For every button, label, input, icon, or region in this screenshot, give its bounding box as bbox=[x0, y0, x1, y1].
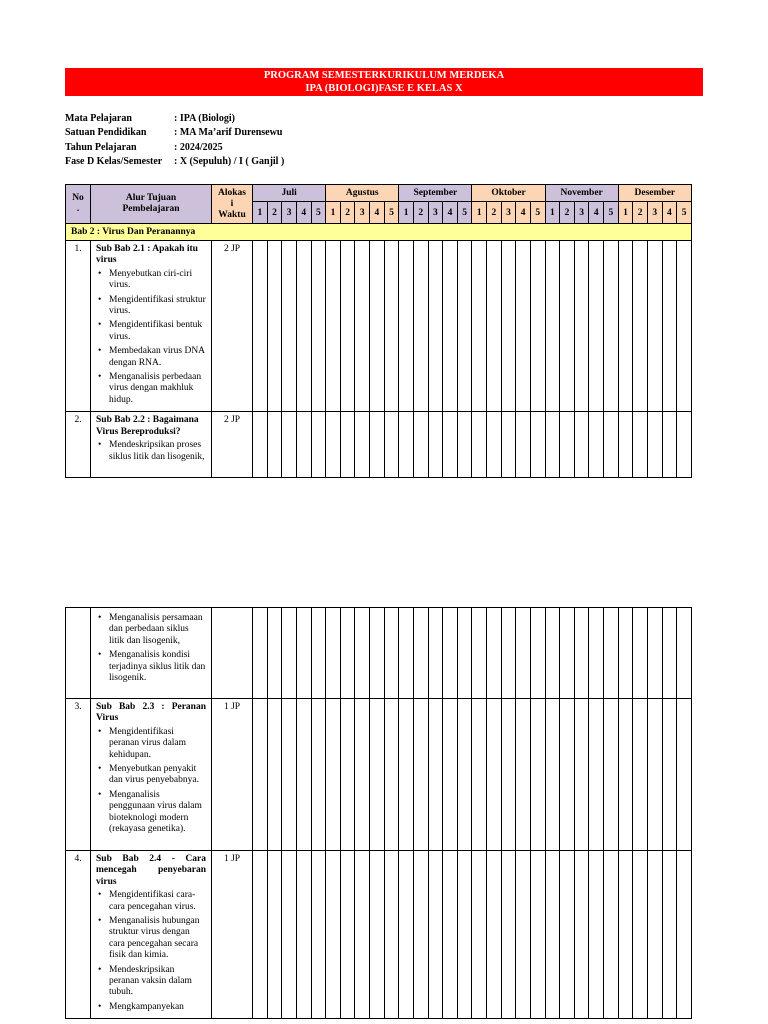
week-cell bbox=[516, 699, 531, 851]
week-cell bbox=[267, 851, 282, 1019]
week-cell bbox=[487, 851, 502, 1019]
week-cell bbox=[545, 699, 560, 851]
meta-row bbox=[65, 126, 284, 140]
week-cell bbox=[282, 241, 297, 412]
week-cell bbox=[311, 241, 326, 412]
week-cell bbox=[443, 608, 458, 699]
meta-value: : X (Sepuluh) / I ( Ganjil ) bbox=[174, 155, 285, 167]
week-cell bbox=[282, 851, 297, 1019]
week-cell bbox=[340, 241, 355, 412]
document-title-bar bbox=[65, 68, 703, 96]
week-header: 1 bbox=[326, 202, 341, 224]
sub-bab-title: Sub Bab 2.4 - Cara mencegah penyebaran virus bbox=[96, 854, 206, 887]
week-header: 1 bbox=[253, 202, 268, 224]
week-cell bbox=[311, 412, 326, 478]
week-header: 1 bbox=[618, 202, 633, 224]
week-cell bbox=[604, 851, 619, 1019]
week-cell bbox=[633, 851, 648, 1019]
week-cell bbox=[677, 412, 692, 478]
week-cell bbox=[384, 851, 399, 1019]
week-cell bbox=[647, 608, 662, 699]
week-cell bbox=[560, 241, 575, 412]
week-cell bbox=[633, 699, 648, 851]
week-cell bbox=[560, 699, 575, 851]
week-cell bbox=[647, 699, 662, 851]
row-number bbox=[66, 608, 91, 699]
week-header: 3 bbox=[501, 202, 516, 224]
week-header: 2 bbox=[413, 202, 428, 224]
week-cell bbox=[545, 608, 560, 699]
week-cell bbox=[677, 608, 692, 699]
week-cell bbox=[501, 412, 516, 478]
meta-info bbox=[65, 112, 284, 169]
week-cell bbox=[326, 412, 341, 478]
week-cell bbox=[472, 851, 487, 1019]
week-cell bbox=[501, 608, 516, 699]
header-alokasi bbox=[212, 185, 253, 224]
week-cell bbox=[604, 241, 619, 412]
week-cell bbox=[604, 608, 619, 699]
row-number: 4. bbox=[66, 851, 91, 1019]
header-no bbox=[66, 185, 91, 224]
week-cell bbox=[589, 699, 604, 851]
objective-list bbox=[96, 440, 206, 463]
week-header: 4 bbox=[589, 202, 604, 224]
week-cell bbox=[677, 241, 692, 412]
week-header: 4 bbox=[296, 202, 311, 224]
week-cell bbox=[560, 851, 575, 1019]
week-cell bbox=[516, 608, 531, 699]
week-cell bbox=[574, 241, 589, 412]
objective-item: • Menyebutkan penyakit dan virus penyebabnya. bbox=[96, 764, 206, 787]
month-header: September bbox=[399, 185, 472, 202]
schedule-table-page2 bbox=[65, 607, 692, 1019]
time-allocation bbox=[212, 608, 253, 699]
objective-item: • Mengidentifikasi peranan virus dalam kehidupan. bbox=[96, 727, 206, 761]
week-cell bbox=[253, 241, 268, 412]
week-cell bbox=[399, 241, 414, 412]
meta-row bbox=[65, 155, 284, 169]
week-cell bbox=[296, 699, 311, 851]
objective-item: • Mengidentifikasi struktur virus. bbox=[96, 295, 206, 318]
week-cell bbox=[647, 851, 662, 1019]
week-cell bbox=[311, 699, 326, 851]
objective-item: • Menganalisis persamaan dan perbedaan siklus litik dan lisogenik, bbox=[96, 613, 206, 647]
week-cell bbox=[253, 699, 268, 851]
week-cell bbox=[662, 241, 677, 412]
month-header: Agustus bbox=[326, 185, 399, 202]
week-cell bbox=[647, 241, 662, 412]
week-cell bbox=[574, 851, 589, 1019]
objective-item: • Mengidentifikasi bentuk virus. bbox=[96, 320, 206, 343]
week-header: 2 bbox=[487, 202, 502, 224]
week-header: 5 bbox=[530, 202, 545, 224]
objective-item: • Menganalisis perbedaan virus dengan makhluk hidup. bbox=[96, 372, 206, 406]
week-cell bbox=[589, 608, 604, 699]
week-header: 5 bbox=[384, 202, 399, 224]
header-no-line2: . bbox=[76, 204, 80, 214]
week-cell bbox=[662, 699, 677, 851]
week-cell bbox=[267, 241, 282, 412]
row-number: 3. bbox=[66, 699, 91, 851]
week-cell bbox=[399, 699, 414, 851]
week-cell bbox=[326, 699, 341, 851]
week-cell bbox=[443, 851, 458, 1019]
week-cell bbox=[296, 608, 311, 699]
objective-item: • Menyebutkan ciri-ciri virus. bbox=[96, 269, 206, 292]
week-cell bbox=[633, 241, 648, 412]
week-cell bbox=[399, 412, 414, 478]
schedule-table-page1 bbox=[65, 184, 692, 478]
week-cell bbox=[457, 851, 472, 1019]
learning-objective-cell bbox=[91, 699, 212, 851]
week-cell bbox=[443, 241, 458, 412]
week-cell bbox=[574, 608, 589, 699]
learning-objective-cell bbox=[91, 241, 212, 412]
week-cell bbox=[355, 608, 370, 699]
week-cell bbox=[530, 699, 545, 851]
week-cell bbox=[472, 699, 487, 851]
week-cell bbox=[472, 412, 487, 478]
week-cell bbox=[326, 851, 341, 1019]
week-cell bbox=[428, 241, 443, 412]
week-header: 4 bbox=[662, 202, 677, 224]
week-cell bbox=[311, 851, 326, 1019]
week-cell bbox=[326, 241, 341, 412]
month-header: Desember bbox=[618, 185, 691, 202]
objective-list bbox=[96, 269, 206, 406]
week-cell bbox=[370, 851, 385, 1019]
week-header: 3 bbox=[647, 202, 662, 224]
week-cell bbox=[340, 851, 355, 1019]
week-cell bbox=[530, 608, 545, 699]
week-cell bbox=[457, 241, 472, 412]
week-cell bbox=[443, 412, 458, 478]
week-cell bbox=[530, 412, 545, 478]
week-cell bbox=[443, 699, 458, 851]
week-cell bbox=[355, 699, 370, 851]
sub-bab-title: Sub Bab 2.3 : Peranan Virus bbox=[96, 702, 206, 724]
week-cell bbox=[399, 608, 414, 699]
week-cell bbox=[662, 608, 677, 699]
meta-label: Tahun Pelajaran bbox=[65, 141, 137, 153]
week-header: 4 bbox=[516, 202, 531, 224]
week-header: 2 bbox=[267, 202, 282, 224]
header-alur bbox=[91, 185, 212, 224]
week-cell bbox=[296, 851, 311, 1019]
month-header: November bbox=[545, 185, 618, 202]
week-cell bbox=[282, 699, 297, 851]
week-cell bbox=[545, 851, 560, 1019]
week-header: 5 bbox=[677, 202, 692, 224]
objective-item: • Mendeskripsikan proses siklus litik dan lisogenik, bbox=[96, 440, 206, 463]
table-row bbox=[66, 412, 692, 478]
week-cell bbox=[501, 241, 516, 412]
week-cell bbox=[589, 412, 604, 478]
week-cell bbox=[413, 241, 428, 412]
month-header: Juli bbox=[253, 185, 326, 202]
week-cell bbox=[574, 699, 589, 851]
week-header: 1 bbox=[472, 202, 487, 224]
week-cell bbox=[530, 241, 545, 412]
objective-item: • Membedakan virus DNA dengan RNA. bbox=[96, 346, 206, 369]
week-cell bbox=[355, 412, 370, 478]
week-header: 5 bbox=[457, 202, 472, 224]
week-cell bbox=[384, 608, 399, 699]
week-header: 2 bbox=[340, 202, 355, 224]
time-allocation: 1 JP bbox=[212, 699, 253, 851]
week-cell bbox=[662, 412, 677, 478]
week-header: 4 bbox=[443, 202, 458, 224]
week-cell bbox=[530, 851, 545, 1019]
week-header: 3 bbox=[428, 202, 443, 224]
header-no-line1: No bbox=[72, 193, 84, 203]
chapter-title: Bab 2 : Virus Dan Peranannya bbox=[66, 224, 692, 241]
week-cell bbox=[413, 699, 428, 851]
time-allocation: 1 JP bbox=[212, 851, 253, 1019]
week-cell bbox=[267, 608, 282, 699]
table-row bbox=[66, 608, 692, 699]
week-cell bbox=[677, 699, 692, 851]
week-cell bbox=[384, 699, 399, 851]
week-cell bbox=[282, 608, 297, 699]
objective-list bbox=[96, 613, 206, 684]
week-cell bbox=[487, 699, 502, 851]
meta-value: : 2024/2025 bbox=[174, 141, 223, 153]
header-alokasi-line1: Alokas bbox=[218, 187, 246, 198]
week-cell bbox=[296, 412, 311, 478]
week-cell bbox=[399, 851, 414, 1019]
learning-objective-cell bbox=[91, 608, 212, 699]
week-cell bbox=[516, 412, 531, 478]
week-cell bbox=[618, 851, 633, 1019]
week-header: 3 bbox=[355, 202, 370, 224]
week-header: 5 bbox=[604, 202, 619, 224]
week-cell bbox=[618, 699, 633, 851]
week-cell bbox=[487, 241, 502, 412]
week-header: 1 bbox=[545, 202, 560, 224]
week-cell bbox=[501, 851, 516, 1019]
week-header: 3 bbox=[574, 202, 589, 224]
week-cell bbox=[413, 608, 428, 699]
week-cell bbox=[355, 241, 370, 412]
meta-row bbox=[65, 112, 284, 126]
week-cell bbox=[370, 608, 385, 699]
week-header: 2 bbox=[560, 202, 575, 224]
week-cell bbox=[370, 241, 385, 412]
week-cell bbox=[604, 699, 619, 851]
week-cell bbox=[501, 699, 516, 851]
table-row bbox=[66, 699, 692, 851]
week-cell bbox=[618, 412, 633, 478]
learning-objective-cell bbox=[91, 851, 212, 1019]
week-cell bbox=[457, 699, 472, 851]
week-cell bbox=[545, 241, 560, 412]
week-cell bbox=[253, 851, 268, 1019]
week-cell bbox=[516, 851, 531, 1019]
header-row-months bbox=[66, 185, 692, 202]
table-row bbox=[66, 851, 692, 1019]
week-cell bbox=[370, 699, 385, 851]
week-cell bbox=[589, 851, 604, 1019]
week-cell bbox=[370, 412, 385, 478]
week-cell bbox=[516, 241, 531, 412]
week-cell bbox=[487, 608, 502, 699]
objective-item: • Mendeskripsikan peranan vaksin dalam tubuh. bbox=[96, 965, 206, 999]
time-allocation: 2 JP bbox=[212, 241, 253, 412]
week-cell bbox=[662, 851, 677, 1019]
week-cell bbox=[282, 412, 297, 478]
week-cell bbox=[340, 608, 355, 699]
week-cell bbox=[560, 608, 575, 699]
week-header: 5 bbox=[311, 202, 326, 224]
week-cell bbox=[457, 608, 472, 699]
week-cell bbox=[253, 412, 268, 478]
objective-item: • Menganalisis hubungan struktur virus dengan cara pencegahan secara fisik dan kimia. bbox=[96, 916, 206, 962]
week-cell bbox=[545, 412, 560, 478]
week-cell bbox=[428, 851, 443, 1019]
week-cell bbox=[574, 412, 589, 478]
header-alokasi-line3: Waktu bbox=[218, 209, 246, 220]
week-cell bbox=[340, 412, 355, 478]
week-cell bbox=[267, 699, 282, 851]
week-cell bbox=[326, 608, 341, 699]
week-header: 1 bbox=[399, 202, 414, 224]
week-cell bbox=[384, 241, 399, 412]
objective-item: • Mengkampanyekan bbox=[96, 1002, 206, 1013]
week-cell bbox=[589, 241, 604, 412]
week-cell bbox=[560, 412, 575, 478]
week-cell bbox=[487, 412, 502, 478]
week-cell bbox=[340, 699, 355, 851]
header-alokasi-line2: i bbox=[230, 198, 234, 209]
objective-list bbox=[96, 890, 206, 1013]
meta-label: Satuan Pendidikan bbox=[65, 127, 147, 139]
week-header: 4 bbox=[370, 202, 385, 224]
meta-label: Mata Pelajaran bbox=[65, 113, 132, 124]
week-cell bbox=[633, 412, 648, 478]
week-cell bbox=[618, 608, 633, 699]
time-allocation: 2 JP bbox=[212, 412, 253, 478]
week-cell bbox=[618, 241, 633, 412]
week-cell bbox=[428, 608, 443, 699]
week-cell bbox=[677, 851, 692, 1019]
week-cell bbox=[413, 851, 428, 1019]
week-cell bbox=[311, 608, 326, 699]
week-cell bbox=[296, 241, 311, 412]
sub-bab-title: Sub Bab 2.2 : Bagaimana Virus Bereproduksi? bbox=[96, 415, 199, 437]
header-alur-line2: Pembelajaran bbox=[122, 204, 180, 214]
week-cell bbox=[384, 412, 399, 478]
sub-bab-title: Sub Bab 2.1 : Apakah itu virus bbox=[96, 244, 198, 266]
week-cell bbox=[457, 412, 472, 478]
meta-value: : MA Ma’arif Durensewu bbox=[174, 127, 283, 139]
week-cell bbox=[472, 608, 487, 699]
week-cell bbox=[647, 412, 662, 478]
week-cell bbox=[633, 608, 648, 699]
week-cell bbox=[253, 608, 268, 699]
month-header: Oktober bbox=[472, 185, 545, 202]
table-row bbox=[66, 241, 692, 412]
week-cell bbox=[413, 412, 428, 478]
objective-item: • Menganalisis kondisi terjadinya siklus litik dan lisogenik. bbox=[96, 650, 206, 684]
document-title-line2: IPA (BIOLOGI)FASE E KELAS X bbox=[305, 83, 463, 94]
chapter-row bbox=[66, 224, 692, 241]
document-title-line1: PROGRAM SEMESTERKURIKULUM MERDEKA bbox=[263, 70, 505, 81]
week-cell bbox=[355, 851, 370, 1019]
week-cell bbox=[428, 699, 443, 851]
row-number: 2. bbox=[66, 412, 91, 478]
week-header: 2 bbox=[633, 202, 648, 224]
week-cell bbox=[604, 412, 619, 478]
objective-list bbox=[96, 727, 206, 836]
week-cell bbox=[472, 241, 487, 412]
meta-value: : IPA (Biologi) bbox=[174, 113, 235, 124]
week-cell bbox=[267, 412, 282, 478]
row-number: 1. bbox=[66, 241, 91, 412]
objective-item: • Menganalisis penggunaan virus dalam bioteknologi modern (rekayasa genetika). bbox=[96, 790, 206, 836]
meta-row bbox=[65, 141, 284, 155]
week-header: 3 bbox=[282, 202, 297, 224]
header-alur-line1: Alur Tujuan bbox=[125, 193, 177, 203]
meta-label: Fase D Kelas/Semester bbox=[65, 155, 163, 167]
week-cell bbox=[428, 412, 443, 478]
learning-objective-cell bbox=[91, 412, 212, 478]
objective-item: • Mengidentifikasi cara-cara pencegahan virus. bbox=[96, 890, 206, 913]
